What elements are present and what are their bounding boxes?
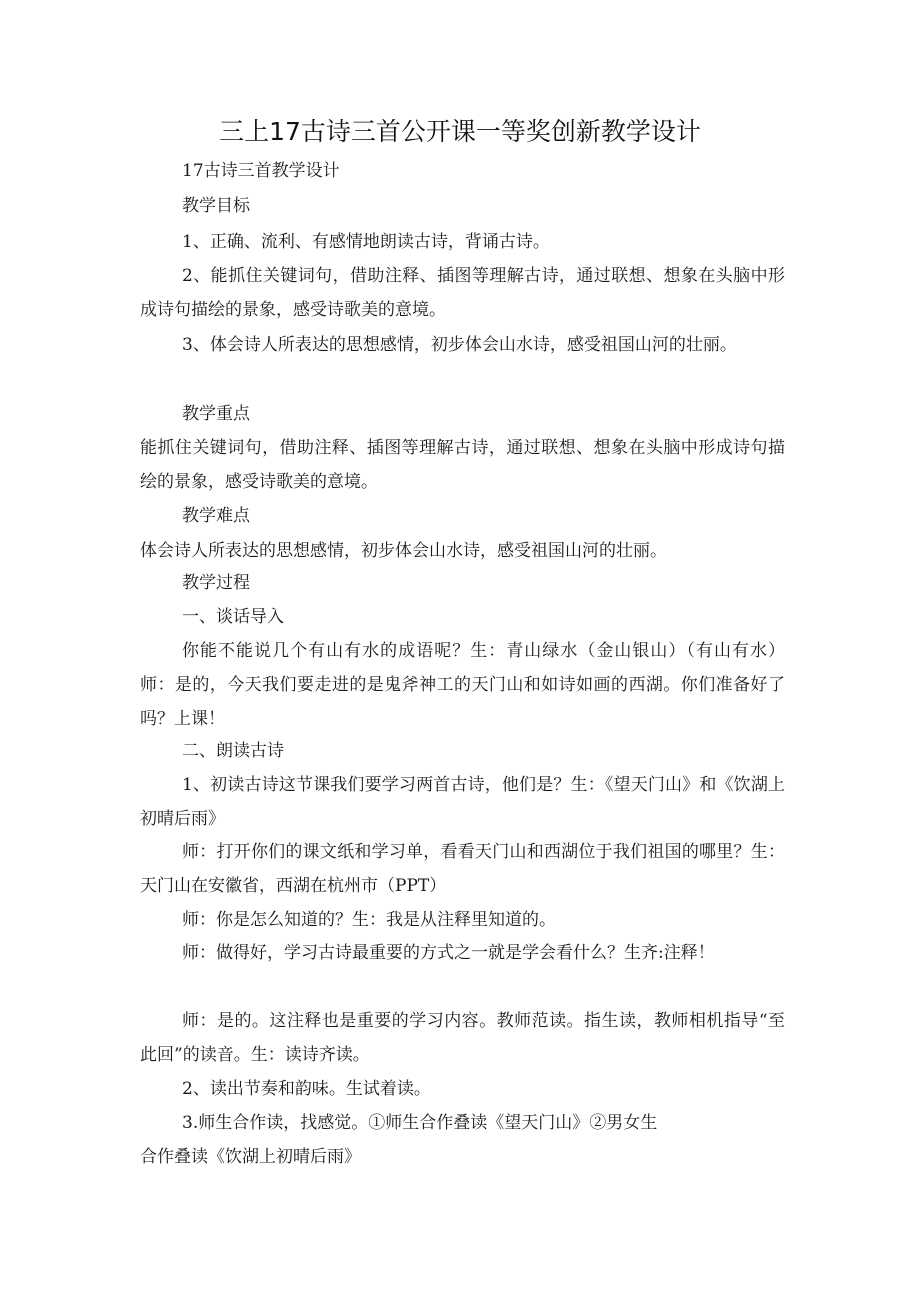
paragraph-intro: 你能不能说几个有山有水的成语呢？生：青山绿水（金山银山）（有山有水）师：是的，今天我们要走进的是鬼斧神工的天门山和如诗如画的西湖。你们准备好了吗？上课！ — [140, 641, 785, 729]
paragraph-teacher-4: 师：是的。这注释也是重要的学习内容。教师范读。指生读，教师相机指导“至此回”的读音。生：读诗齐读。 — [140, 1011, 785, 1065]
heading-key-points: 教学重点 — [182, 404, 250, 424]
paragraph-teacher-1: 师：打开你们的课文纸和学习单，看看天门山和西湖位于我们祖国的哪里？生：天门山在安徽省，西湖在杭州市（PPT） — [140, 842, 785, 896]
paragraph-goal-2: 2、能抓住关键词句，借助注释、插图等理解古诗，通过联想、想象在头脑中形成诗句描绘的景象，感受诗歌美的意境。 — [140, 266, 785, 320]
paragraph-teacher-3: 师：做得好，学习古诗最重要的方式之一就是学会看什么？生齐:注释！ — [182, 943, 715, 963]
heading-section-1: 一、谈话导入 — [182, 607, 284, 627]
heading-difficulties: 教学难点 — [182, 506, 250, 526]
paragraph-goal-3: 3、体会诗人所表达的思想感情，初步体会山水诗，感受祖国山河的壮丽。 — [182, 335, 737, 355]
paragraph-goal-1: 1、正确、流利、有感情地朗读古诗，背诵古诗。 — [182, 232, 550, 252]
heading-teaching-goals: 教学目标 — [182, 196, 250, 216]
paragraph-step-3: 3.师生合作读，找感觉。①师生合作叠读《望天门山》②男女生 — [182, 1113, 658, 1133]
paragraph-difficulties: 体会诗人所表达的思想感情，初步体会山水诗，感受祖国山河的壮丽。 — [140, 541, 667, 561]
heading-section-2: 二、朗读古诗 — [182, 741, 284, 761]
paragraph-step-2: 2、读出节奏和韵味。生试着读。 — [182, 1079, 431, 1099]
paragraph-key-points: 能抓住关键词句，借助注释、插图等理解古诗，通过联想、想象在头脑中形成诗句描绘的景象，感受诗歌美的意境。 — [140, 438, 785, 492]
paragraph-step-1: 1、初读古诗这节课我们要学习两首古诗，他们是？生：《望天门山》和《饮湖上初晴后雨》 — [140, 775, 785, 829]
document-title: 三上17古诗三首公开课一等奖创新教学设计 — [219, 117, 701, 146]
paragraph-step-3-cont: 合作叠读《饮湖上初晴后雨》 — [140, 1147, 361, 1167]
paragraph-teacher-2: 师：你是怎么知道的？生：我是从注释里知道的。 — [182, 910, 556, 930]
heading-teaching-process: 教学过程 — [182, 573, 250, 593]
paragraph-subtitle: 17古诗三首教学设计 — [182, 161, 340, 181]
